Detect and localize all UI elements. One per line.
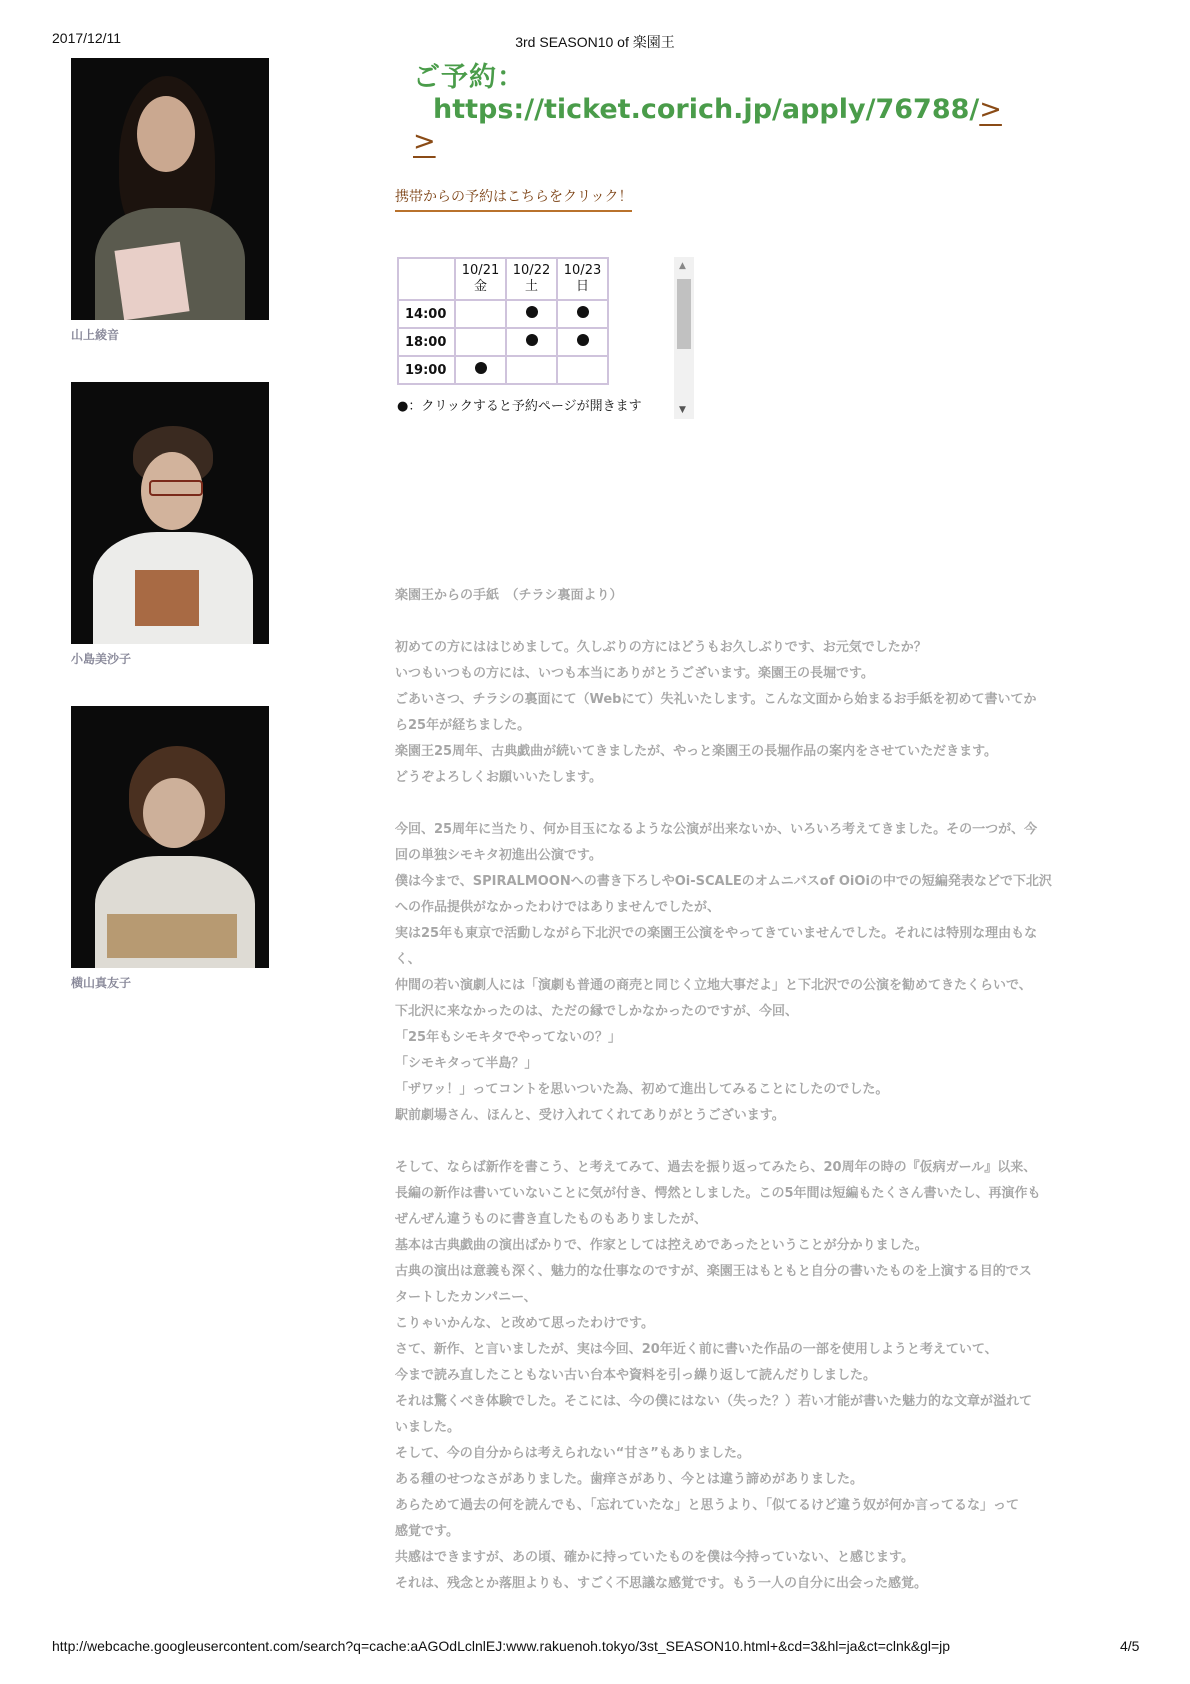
cast-photo <box>71 706 269 968</box>
print-date: 2017/12/11 <box>52 30 122 46</box>
letter-line: 回の単独シモキタ初進出公演です。 <box>395 848 602 863</box>
schedule-widget <box>397 257 697 419</box>
letter-line: 下北沢に来なかったのは、ただの縁でしかなかったのですが、今回、 <box>395 1004 799 1019</box>
reservation-arrow[interactable]: > <box>979 94 1002 125</box>
letter-line: 感覚です。 <box>395 1524 459 1539</box>
letter-line: く、 <box>395 952 421 967</box>
cast-photo <box>71 382 269 644</box>
schedule-time: 19:00 <box>398 356 455 384</box>
reservation-label: ご予約： <box>413 62 525 93</box>
letter-line: 共感はできますが、あの頃、確かに持っていたものを僕は今持っていない、と感じます。 <box>395 1550 914 1565</box>
letter-line: 「ザワッ！」ってコントを思いついた為、初めて進出してみることにしたのでした。 <box>395 1082 889 1097</box>
letter-line: 僕は今まで、SPIRALMOONへの書き下ろしやOi-SCALEのオムニバスof OiOiの中での短編発表などで下北沢 <box>395 874 1052 889</box>
scroll-up-icon[interactable]: ▲ <box>679 261 686 271</box>
letter-line: ら25年が経ちました。 <box>395 718 531 733</box>
paragraph-gap <box>395 1129 1125 1155</box>
cast-name: 山上綾音 <box>71 328 120 342</box>
letter-line: どうぞよろしくお願いいたします。 <box>395 770 602 785</box>
mobile-reservation-link[interactable]: 携帯からの予約はこちらをクリック！ <box>395 186 632 212</box>
cast-name: 横山真友子 <box>71 976 132 990</box>
cast-member <box>71 58 269 343</box>
letter-line: そして、ならば新作を書こう、と考えてみて、過去を振り返ってみたら、20周年の時の『仮病ガール』以来、 <box>395 1160 1037 1175</box>
letter-line: 駅前劇場さん、ほんと、受け入れてくれてありがとうございます。 <box>395 1108 785 1123</box>
schedule-cell <box>506 356 557 384</box>
letter-heading: 楽園王からの手紙 （チラシ裏面より） <box>395 588 623 603</box>
letter-line: いました。 <box>395 1420 461 1435</box>
available-dot-icon[interactable] <box>526 334 538 346</box>
scrollbar-thumb[interactable] <box>677 279 691 349</box>
cast-member <box>71 382 269 667</box>
schedule-time: 14:00 <box>398 300 455 328</box>
letter-line: 古典の演出は意義も深く、魅力的な仕事なのですが、楽園王はもともと自分の書いたものを上演する目的でス <box>395 1264 1032 1279</box>
print-header <box>0 30 1190 50</box>
letter-line: あらためて過去の何を読んでも、「忘れていたな」と思うより、「似てるけど違う奴が何か言ってるな」って <box>395 1498 1020 1513</box>
letter-line: 楽園王25周年、古典戯曲が続いてきましたが、やっと楽園王の長堀作品の案内をさせていただきます。 <box>395 744 998 759</box>
scrollbar[interactable] <box>674 257 694 419</box>
schedule-date-header: 10/21 金 <box>455 258 506 300</box>
letter-section <box>395 583 1125 1597</box>
cast-photo <box>71 58 269 320</box>
cast-member <box>71 706 269 991</box>
schedule-cell[interactable] <box>506 300 557 328</box>
letter-line: こりゃいかんな、と改めて思ったわけです。 <box>395 1316 654 1331</box>
print-url: http://webcache.googleusercontent.com/search?q=cache:aAGOdLclnlEJ:www.rakuenoh.tokyo/3st_SEASON10.html+&cd=3&hl=ja&ct=clnk&gl=jp <box>52 1638 951 1654</box>
schedule-table <box>397 257 609 385</box>
letter-line: 初めての方にははじめまして。久しぶりの方にはどうもお久しぶりです、お元気でしたか？ <box>395 640 927 655</box>
schedule-legend: ●：クリックすると予約ページが開きます <box>397 399 642 414</box>
letter-body <box>395 635 1125 1597</box>
paragraph-gap <box>395 791 1125 817</box>
letter-line: 今回、25周年に当たり、何か目玉になるような公演が出来ないか、いろいろ考えてきました。その一つが、今 <box>395 822 1038 837</box>
letter-line: 今まで読み直したこともない古い台本や資料を引っ繰り返して読んだりしました。 <box>395 1368 877 1383</box>
cast-name: 小島美沙子 <box>71 652 132 666</box>
scroll-down-icon[interactable]: ▼ <box>679 405 686 415</box>
reservation-url[interactable]: https://ticket.corich.jp/apply/76788/ <box>433 94 980 125</box>
letter-line: そして、今の自分からは考えられない“甘さ”もありました。 <box>395 1446 750 1461</box>
letter-line: ごあいさつ、チラシの裏面にて（Webにて）失礼いたします。こんな文面から始まるお手紙を初めて書いてか <box>395 692 1037 707</box>
letter-line: ぜんぜん違うものに書き直したものもありましたが、 <box>395 1212 708 1227</box>
letter-line: それは、残念とか落胆よりも、すごく不思議な感覚です。もう一人の自分に出会った感覚。 <box>395 1576 927 1591</box>
letter-line: 仲間の若い演劇人には「演劇も普通の商売と同じく立地大事だよ」と下北沢での公演を勧めてきたくらいで、 <box>395 978 1032 993</box>
reservation-block <box>413 62 1113 158</box>
schedule-cell <box>455 300 506 328</box>
letter-line: 基本は古典戯曲の演出ばかりで、作家としては控えめであったということが分かりました。 <box>395 1238 928 1253</box>
schedule-cell[interactable] <box>557 328 608 356</box>
available-dot-icon[interactable] <box>577 306 589 318</box>
schedule-corner <box>398 258 455 300</box>
schedule-time: 18:00 <box>398 328 455 356</box>
available-dot-icon[interactable] <box>475 362 487 374</box>
letter-line: 「25年もシモキタでやってないの？」 <box>395 1030 621 1045</box>
schedule-date-header: 10/22 土 <box>506 258 557 300</box>
letter-line: いつもいつもの方には、いつも本当にありがとうございます。楽園王の長堀です。 <box>395 666 874 681</box>
letter-line: 実は25年も東京で活動しながら下北沢での楽園王公演をやってきていませんでした。それには特別な理由もな <box>395 926 1038 941</box>
schedule-cell[interactable] <box>557 300 608 328</box>
letter-line: への作品提供がなかったわけではありませんでしたが、 <box>395 900 721 915</box>
schedule-cell[interactable] <box>455 356 506 384</box>
schedule-cell[interactable] <box>506 328 557 356</box>
letter-line: 「シモキタって半島？」 <box>395 1056 538 1071</box>
schedule-cell <box>455 328 506 356</box>
print-title: 3rd SEASON10 of 楽園王 <box>515 34 675 50</box>
available-dot-icon[interactable] <box>526 306 538 318</box>
available-dot-icon[interactable] <box>577 334 589 346</box>
letter-line: タートしたカンパニー、 <box>395 1290 537 1305</box>
letter-line: ある種のせつなさがありました。歯痒さがあり、今とは違う諦めがありました。 <box>395 1472 864 1487</box>
reservation-arrow[interactable]: > <box>413 126 436 157</box>
schedule-cell <box>557 356 608 384</box>
letter-line: さて、新作、と言いましたが、実は今回、20年近く前に書いた作品の一部を使用しようと考えていて、 <box>395 1342 998 1357</box>
letter-line: 長編の新作は書いていないことに気が付き、愕然としました。この5年間は短編もたくさん書いたし、再演作も <box>395 1186 1041 1201</box>
letter-line: それは驚くべき体験でした。そこには、今の僕にはない（失った？）若い才能が書いた魅力的な文章が溢れて <box>395 1394 1033 1409</box>
page-number: 4/5 <box>1120 1638 1140 1654</box>
schedule-date-header: 10/23 日 <box>557 258 608 300</box>
